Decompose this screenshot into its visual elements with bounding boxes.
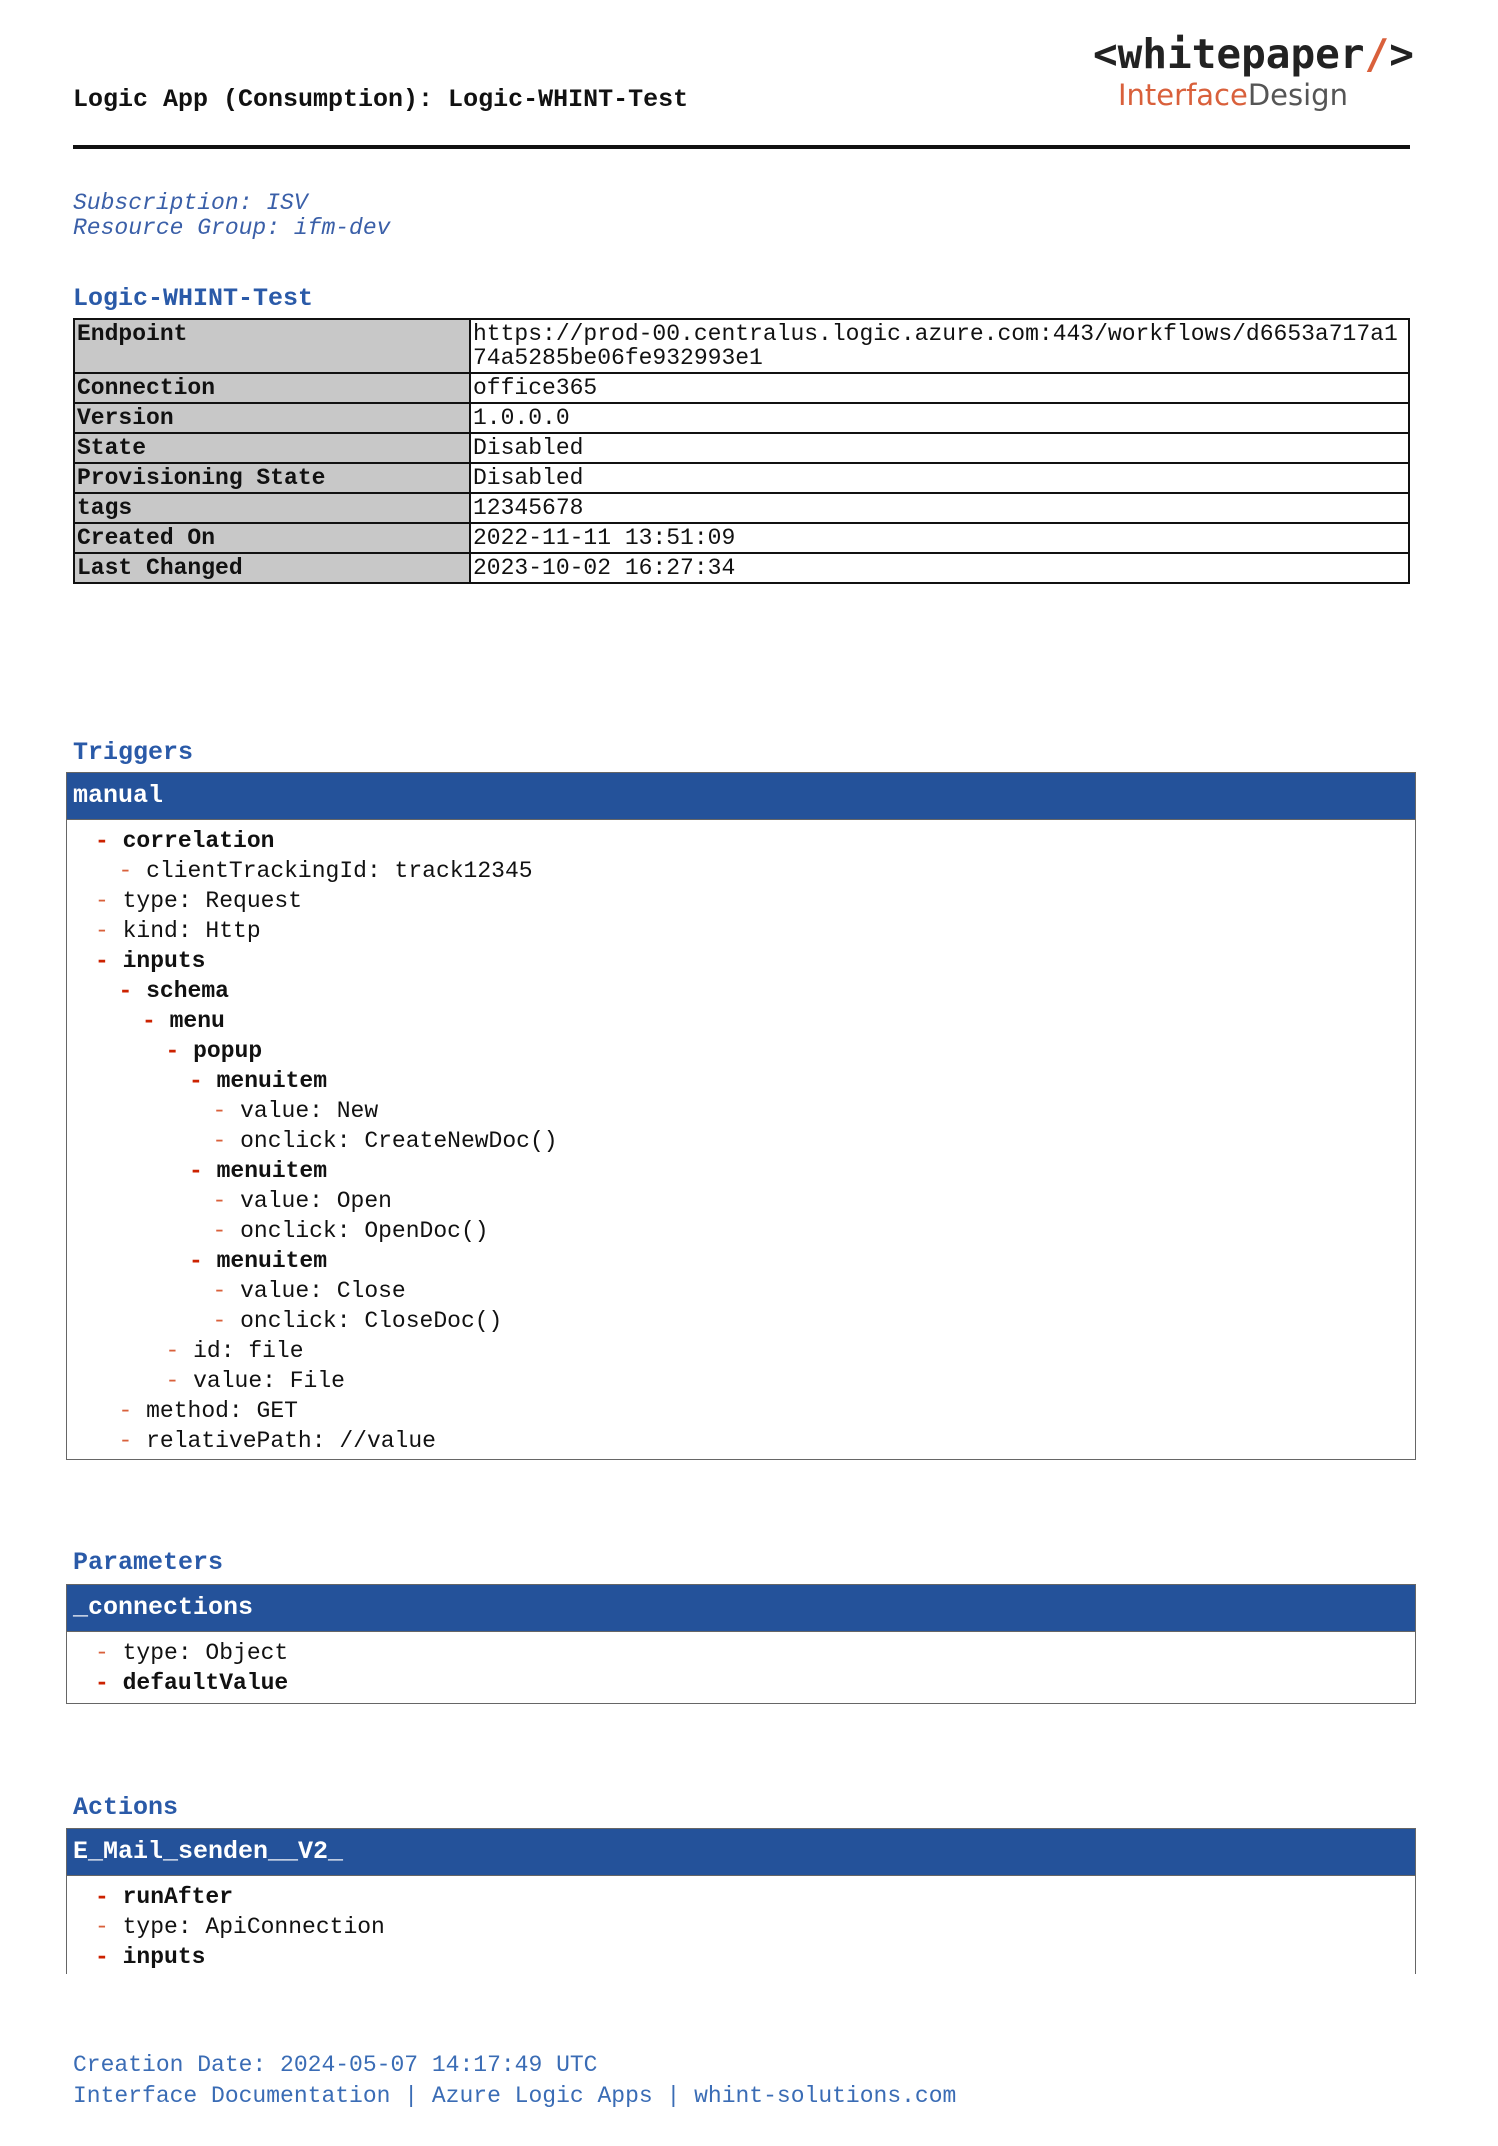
bullet-dash: - xyxy=(95,1944,123,1970)
tree-line-text: popup xyxy=(193,1038,263,1064)
tree-line xyxy=(67,1396,1415,1426)
bullet-dash: - xyxy=(165,1038,194,1064)
tree-line-text: schema xyxy=(146,978,229,1004)
parameter-panel xyxy=(66,1584,1416,1704)
bullet-dash: - xyxy=(212,1128,241,1154)
tree-line-text: menu xyxy=(169,1008,225,1034)
property-row xyxy=(74,319,1409,373)
property-key: tags xyxy=(74,493,470,523)
property-key: Created On xyxy=(74,523,470,553)
property-value: 1.0.0.0 xyxy=(470,403,1409,433)
tree-line-text: value: New xyxy=(240,1098,379,1124)
tree-line xyxy=(67,1246,1415,1276)
whitepaper-logo xyxy=(1093,30,1413,112)
bullet-dash: - xyxy=(142,1008,170,1034)
tree-line-text: clientTrackingId: track12345 xyxy=(146,858,533,884)
bullet-dash: - xyxy=(212,1098,241,1124)
logo-wordmark xyxy=(1093,30,1413,78)
bullet-dash: - xyxy=(118,858,147,884)
bullet-dash: - xyxy=(95,918,123,944)
tree-line-text: method: GET xyxy=(146,1398,298,1424)
tree-line xyxy=(67,1912,1415,1942)
tree-line-text: inputs xyxy=(122,948,206,974)
tree-line-text: type: Request xyxy=(122,888,303,914)
tree-line-text: value: Open xyxy=(240,1188,392,1214)
action-name: E_Mail_senden__V2_ xyxy=(67,1829,1415,1875)
property-value: 2023-10-02 16:27:34 xyxy=(470,553,1409,583)
tree-line xyxy=(67,1096,1415,1126)
bullet-dash: - xyxy=(212,1308,241,1334)
tree-line-text: defaultValue xyxy=(122,1670,289,1696)
property-row xyxy=(74,493,1409,523)
bullet-dash: - xyxy=(212,1218,241,1244)
bullet-dash: - xyxy=(95,828,123,854)
document-title: Logic App (Consumption): Logic-WHINT-Test xyxy=(73,85,689,114)
tree-line xyxy=(67,1942,1415,1972)
resource-group-label: Resource Group: ifm-dev xyxy=(73,215,391,241)
bullet-dash: - xyxy=(118,1428,147,1454)
property-key: Version xyxy=(74,403,470,433)
property-key: Last Changed xyxy=(74,553,470,583)
property-value: Disabled xyxy=(470,433,1409,463)
tree-line xyxy=(67,886,1415,916)
bullet-dash: - xyxy=(189,1248,217,1274)
logo-subtitle-b: Design xyxy=(1247,78,1348,112)
tree-line xyxy=(67,976,1415,1006)
trigger-tree xyxy=(67,819,1415,1462)
tree-line xyxy=(67,916,1415,946)
property-row xyxy=(74,523,1409,553)
property-row xyxy=(74,553,1409,583)
property-key: Provisioning State xyxy=(74,463,470,493)
tree-line-text: type: ApiConnection xyxy=(122,1914,385,1940)
logo-text-b: > xyxy=(1389,30,1414,78)
tree-line-text: kind: Http xyxy=(122,918,261,944)
tree-line-text: onclick: CreateNewDoc() xyxy=(240,1128,558,1154)
logo-subtitle-a: Interface xyxy=(1118,78,1248,112)
trigger-panel xyxy=(66,772,1416,1460)
tree-line-text: inputs xyxy=(122,1944,206,1970)
tree-line xyxy=(67,1126,1415,1156)
bullet-dash: - xyxy=(95,1670,123,1696)
tree-line-text: menuitem xyxy=(216,1158,328,1184)
footer-links: Interface Documentation | Azure Logic Apps | whint-solutions.com xyxy=(73,2083,957,2109)
logo-subtitle xyxy=(1118,78,1413,112)
property-value: 12345678 xyxy=(470,493,1409,523)
tree-line xyxy=(67,1066,1415,1096)
property-value: office365 xyxy=(470,373,1409,403)
tree-line xyxy=(67,1156,1415,1186)
bullet-dash: - xyxy=(118,1398,147,1424)
tree-line xyxy=(67,1006,1415,1036)
bullet-dash: - xyxy=(212,1188,241,1214)
parameter-tree xyxy=(67,1631,1415,1704)
app-name-heading: Logic-WHINT-Test xyxy=(73,284,314,313)
bullet-dash: - xyxy=(95,888,123,914)
tree-line-text: menuitem xyxy=(216,1068,328,1094)
subscription-label: Subscription: ISV xyxy=(73,190,308,216)
property-key: Endpoint xyxy=(74,319,470,373)
bullet-dash: - xyxy=(95,1914,123,1940)
tree-line xyxy=(67,1668,1415,1698)
tree-line xyxy=(67,1186,1415,1216)
triggers-heading: Triggers xyxy=(73,738,194,767)
property-value: https://prod-00.centralus.logic.azure.com:443/workflows/d6653a717a174a5285be06fe932993e1 xyxy=(470,319,1409,373)
tree-line xyxy=(67,1426,1415,1456)
tree-line xyxy=(67,856,1415,886)
tree-line-text: value: Close xyxy=(240,1278,406,1304)
property-row xyxy=(74,463,1409,493)
tree-line-text: onclick: OpenDoc() xyxy=(240,1218,489,1244)
bullet-dash: - xyxy=(212,1278,241,1304)
action-tree xyxy=(67,1875,1415,1978)
actions-heading: Actions xyxy=(73,1793,179,1822)
parameter-name: _connections xyxy=(67,1585,1415,1631)
logo-slash: / xyxy=(1364,30,1390,78)
properties-table xyxy=(73,318,1410,584)
footer-creation-date: Creation Date: 2024-05-07 14:17:49 UTC xyxy=(73,2052,598,2078)
tree-line-text: relativePath: //value xyxy=(146,1428,436,1454)
tree-line xyxy=(67,826,1415,856)
tree-line xyxy=(67,1306,1415,1336)
property-value: Disabled xyxy=(470,463,1409,493)
tree-line xyxy=(67,1276,1415,1306)
property-row xyxy=(74,403,1409,433)
bullet-dash: - xyxy=(165,1338,194,1364)
tree-line xyxy=(67,1036,1415,1066)
logo-text-a: <whitepaper xyxy=(1093,30,1365,78)
trigger-name: manual xyxy=(67,773,1415,819)
tree-line xyxy=(67,1366,1415,1396)
tree-line-text: correlation xyxy=(122,828,275,854)
tree-line-text: value: File xyxy=(193,1368,345,1394)
bullet-dash: - xyxy=(118,978,147,1004)
bullet-dash: - xyxy=(165,1368,194,1394)
tree-line xyxy=(67,1882,1415,1912)
property-key: Connection xyxy=(74,373,470,403)
tree-line-text: runAfter xyxy=(122,1884,234,1910)
tree-line-text: type: Object xyxy=(122,1640,289,1666)
tree-line-text: onclick: CloseDoc() xyxy=(240,1308,503,1334)
tree-line xyxy=(67,1216,1415,1246)
header-divider xyxy=(73,145,1410,149)
tree-line xyxy=(67,1638,1415,1668)
bullet-dash: - xyxy=(95,1884,123,1910)
bullet-dash: - xyxy=(95,1640,123,1666)
bullet-dash: - xyxy=(189,1158,217,1184)
tree-line-text: id: file xyxy=(193,1338,304,1364)
action-panel xyxy=(66,1828,1416,1974)
property-row xyxy=(74,433,1409,463)
tree-line xyxy=(67,946,1415,976)
parameters-heading: Parameters xyxy=(73,1548,224,1577)
bullet-dash: - xyxy=(95,948,123,974)
tree-line xyxy=(67,1336,1415,1366)
property-value: 2022-11-11 13:51:09 xyxy=(470,523,1409,553)
bullet-dash: - xyxy=(189,1068,217,1094)
property-key: State xyxy=(74,433,470,463)
tree-line-text: menuitem xyxy=(216,1248,328,1274)
property-row xyxy=(74,373,1409,403)
